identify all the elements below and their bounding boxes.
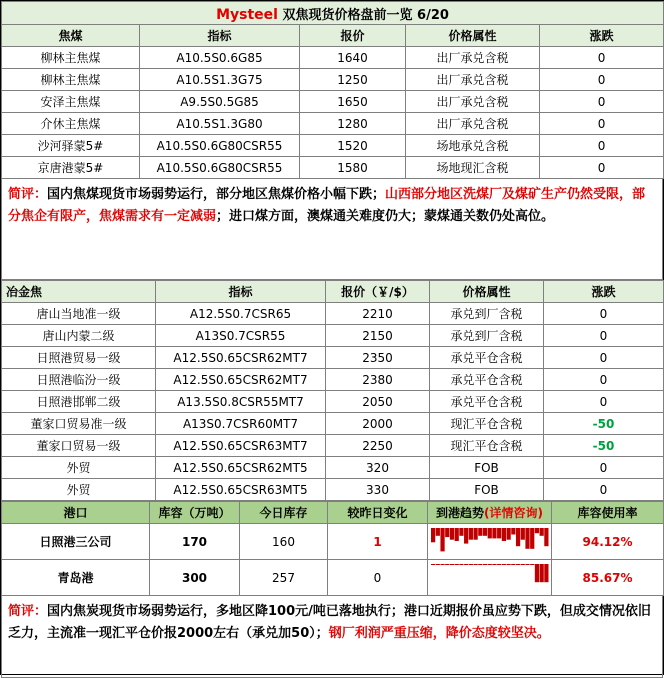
inquiry-link[interactable]: (详情咨询) (484, 506, 543, 520)
table-cell: A10.5S1.3G80 (140, 113, 300, 135)
coking-coal-header (2, 25, 664, 47)
trend-bar (478, 564, 482, 565)
table-row (2, 113, 664, 135)
table-cell: 沙河驿蒙5# (2, 135, 140, 157)
trend-sparkline (428, 524, 552, 560)
table-cell: 柳林主焦煤 (2, 47, 140, 69)
table-cell: 1520 (300, 135, 406, 157)
header-cell: 指标 (156, 281, 326, 303)
table-cell: 2050 (326, 391, 430, 413)
trend-bar (497, 564, 501, 565)
trend-bar (507, 528, 511, 540)
trend-bar (445, 564, 449, 565)
trend-bar (483, 564, 487, 565)
table-cell: 0 (544, 479, 664, 501)
table-cell: 1280 (300, 113, 406, 135)
table-cell: 现汇平仓含税 (430, 413, 544, 435)
coke-comment (1, 596, 663, 678)
trend-bar (521, 528, 525, 540)
trend-bar (544, 564, 548, 582)
table-cell: 0 (540, 69, 664, 91)
trend-bar (459, 528, 463, 536)
table-cell: 0 (544, 369, 664, 391)
table-cell: A10.5S0.6G80CSR55 (140, 135, 300, 157)
coking-coal-comment (1, 179, 663, 280)
table-cell: A12.5S0.65CSR62MT5 (156, 457, 326, 479)
comment-label: 简评： (8, 604, 48, 619)
trend-bar (440, 528, 444, 551)
title-row (2, 2, 664, 25)
table-cell: 场地承兑含税 (406, 135, 540, 157)
table-cell: 外贸 (2, 479, 156, 501)
trend-bar (440, 564, 444, 565)
header-cell: 今日库存 (240, 502, 328, 524)
table-cell: A13S0.7CSR60MT7 (156, 413, 326, 435)
table-cell: FOB (430, 479, 544, 501)
comment-text: 国内焦煤现货市场弱势运行，部分地区焦煤价格小幅下跌； (47, 187, 386, 202)
table-cell: 唐山内蒙二级 (2, 325, 156, 347)
trend-bar (492, 564, 496, 565)
trend-bar (540, 528, 544, 536)
page-title (2, 2, 664, 25)
trend-bar (469, 528, 473, 540)
header-cell: 报价 (300, 25, 406, 47)
comment-text: ；进口煤方面，澳煤通关难度仍大；蒙煤通关数仍处高位。 (216, 209, 555, 224)
header-cell: 冶金焦 (2, 281, 156, 303)
trend-bar (469, 564, 473, 565)
table-cell: 0 (540, 157, 664, 179)
table-row (2, 435, 664, 457)
table-row (2, 391, 664, 413)
port-table (1, 501, 664, 596)
table-cell: 现汇平仓含税 (430, 435, 544, 457)
table-cell: A13S0.7CSR55 (156, 325, 326, 347)
table-cell: A12.5S0.65CSR63MT7 (156, 435, 326, 457)
table-cell: 承兑到厂含税 (430, 325, 544, 347)
trend-bar (436, 564, 440, 565)
trend-bar (521, 564, 525, 565)
header-cell: 焦煤 (2, 25, 140, 47)
trend-bar (450, 564, 454, 565)
table-row (2, 369, 664, 391)
trend-bar (511, 528, 515, 535)
table-row (2, 560, 664, 596)
table-cell: 出厂承兑含税 (406, 47, 540, 69)
table-row (2, 303, 664, 325)
trend-bar (488, 528, 492, 538)
trend-bar (507, 564, 511, 565)
header-cell: 价格属性 (430, 281, 544, 303)
table-row (2, 91, 664, 113)
trend-bar (455, 528, 459, 541)
comment-highlight: 钢厂利润严重压缩，降价态度较坚决。 (328, 626, 550, 641)
trend-bar (455, 564, 459, 565)
comment-text: 国内焦炭现货市场弱势运行，多地区降100元/吨已落地执行；港口近期报价虽应势下跌，但成交情况依旧乏力，主流准一现汇平仓价报2000左右（承兑加50）； (8, 604, 651, 641)
table-row (2, 457, 664, 479)
table-cell: 外贸 (2, 457, 156, 479)
table-cell: 2000 (326, 413, 430, 435)
table-cell: -50 (544, 413, 664, 435)
trend-bar (540, 564, 544, 582)
trend-bar (530, 564, 534, 565)
table-row (2, 135, 664, 157)
trend-bar (516, 528, 520, 546)
header-cell (428, 502, 552, 524)
table-cell: 日照港三公司 (2, 524, 150, 560)
table-cell: 董家口贸易准一级 (2, 413, 156, 435)
header-cell: 库容（万吨） (150, 502, 240, 524)
trend-bar (525, 564, 529, 565)
table-cell: A12.5S0.65CSR62MT7 (156, 369, 326, 391)
table-cell: 2150 (326, 325, 430, 347)
trend-header: 到港趋势 (436, 506, 485, 520)
table-cell: A10.5S0.6G80CSR55 (140, 157, 300, 179)
coke-header (2, 281, 664, 303)
table-cell: 1650 (300, 91, 406, 113)
table-cell: A10.5S0.6G85 (140, 47, 300, 69)
title-text: 双焦现货价格盘前一览 (282, 7, 413, 23)
table-cell: 85.67% (552, 560, 664, 596)
header-cell: 价格属性 (406, 25, 540, 47)
table-cell: 出厂承兑含税 (406, 69, 540, 91)
trend-bar (464, 564, 468, 565)
table-cell: 日照港临汾一级 (2, 369, 156, 391)
table-cell: 承兑平仓含税 (430, 391, 544, 413)
table-cell: 0 (544, 325, 664, 347)
table-row (2, 157, 664, 179)
table-cell: 董家口贸易一级 (2, 435, 156, 457)
title-date: 6/20 (417, 7, 449, 23)
comment-label: 简评： (8, 187, 48, 202)
table-cell: 1580 (300, 157, 406, 179)
trend-bar (502, 528, 506, 541)
header-cell: 港口 (2, 502, 150, 524)
table-cell: A12.5S0.65CSR63MT5 (156, 479, 326, 501)
trend-bar (535, 564, 539, 582)
table-cell: 320 (326, 457, 430, 479)
header-cell: 指标 (140, 25, 300, 47)
trend-bar (516, 564, 520, 565)
trend-bar (488, 564, 492, 565)
header-cell: 涨跌 (544, 281, 664, 303)
table-cell: -50 (544, 435, 664, 457)
table-cell: 承兑到厂含税 (430, 303, 544, 325)
table-row (2, 69, 664, 91)
trend-bar (535, 528, 539, 533)
table-cell: 0 (544, 391, 664, 413)
table-cell: 94.12% (552, 524, 664, 560)
coking-coal-table (1, 1, 664, 179)
table-cell: 170 (150, 524, 240, 560)
trend-bar (483, 528, 487, 536)
table-cell: 场地现汇含税 (406, 157, 540, 179)
table-cell: 0 (544, 457, 664, 479)
table-cell: A12.5S0.7CSR65 (156, 303, 326, 325)
table-cell: 承兑平仓含税 (430, 347, 544, 369)
trend-bar (478, 528, 482, 536)
comment-highlight: 山西部分地区洗煤厂及煤矿生产仍然受限，部分焦企有限产，焦煤需求有一定减弱 (8, 187, 646, 224)
table-cell: A13.5S0.8CSR55MT7 (156, 391, 326, 413)
table-cell: 160 (240, 524, 328, 560)
table-cell: 0 (540, 91, 664, 113)
trend-sparkline (428, 560, 552, 596)
table-cell: 0 (540, 47, 664, 69)
table-cell: 1250 (300, 69, 406, 91)
trend-bar (431, 564, 435, 565)
table-cell: 0 (540, 135, 664, 157)
trend-bar (525, 528, 529, 549)
trend-bar (473, 528, 477, 540)
table-cell: 京唐港蒙5# (2, 157, 140, 179)
table-row (2, 347, 664, 369)
port-header (2, 502, 664, 524)
table-cell: 承兑平仓含税 (430, 369, 544, 391)
trend-bar (459, 564, 463, 565)
coke-table (1, 280, 664, 501)
trend-bar (431, 528, 435, 542)
table-cell: 介休主焦煤 (2, 113, 140, 135)
table-cell: 0 (540, 113, 664, 135)
table-cell: 安泽主焦煤 (2, 91, 140, 113)
table-cell: A12.5S0.65CSR62MT7 (156, 347, 326, 369)
table-cell: 1 (328, 524, 428, 560)
table-cell: FOB (430, 457, 544, 479)
table-cell: 0 (544, 303, 664, 325)
trend-bar (502, 564, 506, 565)
table-cell: A9.5S0.5G85 (140, 91, 300, 113)
table-cell: 2350 (326, 347, 430, 369)
table-cell: 日照港贸易一级 (2, 347, 156, 369)
table-cell: 日照港邯郸二级 (2, 391, 156, 413)
trend-bar (445, 528, 449, 537)
table-cell: 0 (328, 560, 428, 596)
table-cell: 330 (326, 479, 430, 501)
trend-bar (464, 528, 468, 544)
table-row (2, 413, 664, 435)
table-cell: 柳林主焦煤 (2, 69, 140, 91)
trend-bar (544, 528, 548, 546)
trend-bar (497, 528, 501, 538)
trend-bar (511, 564, 515, 565)
table-cell: 青岛港 (2, 560, 150, 596)
trend-bar (492, 528, 496, 538)
table-cell: A10.5S1.3G75 (140, 69, 300, 91)
trend-bar (436, 528, 440, 536)
header-cell: 较昨日变化 (328, 502, 428, 524)
table-row (2, 524, 664, 560)
table-cell: 出厂承兑含税 (406, 91, 540, 113)
table-cell: 300 (150, 560, 240, 596)
table-cell: 2250 (326, 435, 430, 457)
table-cell: 1640 (300, 47, 406, 69)
table-cell: 0 (544, 347, 664, 369)
trend-bar (530, 528, 534, 549)
table-row (2, 47, 664, 69)
table-row (2, 479, 664, 501)
trend-bar (473, 564, 477, 565)
trend-bar (450, 528, 454, 540)
table-cell: 2210 (326, 303, 430, 325)
table-cell: 唐山当地准一级 (2, 303, 156, 325)
table-cell: 257 (240, 560, 328, 596)
table-row (2, 325, 664, 347)
header-cell: 涨跌 (540, 25, 664, 47)
header-cell: 库容使用率 (552, 502, 664, 524)
brand-name: Mysteel (216, 6, 278, 23)
table-cell: 出厂承兑含税 (406, 113, 540, 135)
table-cell: 2380 (326, 369, 430, 391)
header-cell: 报价（￥/$） (326, 281, 430, 303)
